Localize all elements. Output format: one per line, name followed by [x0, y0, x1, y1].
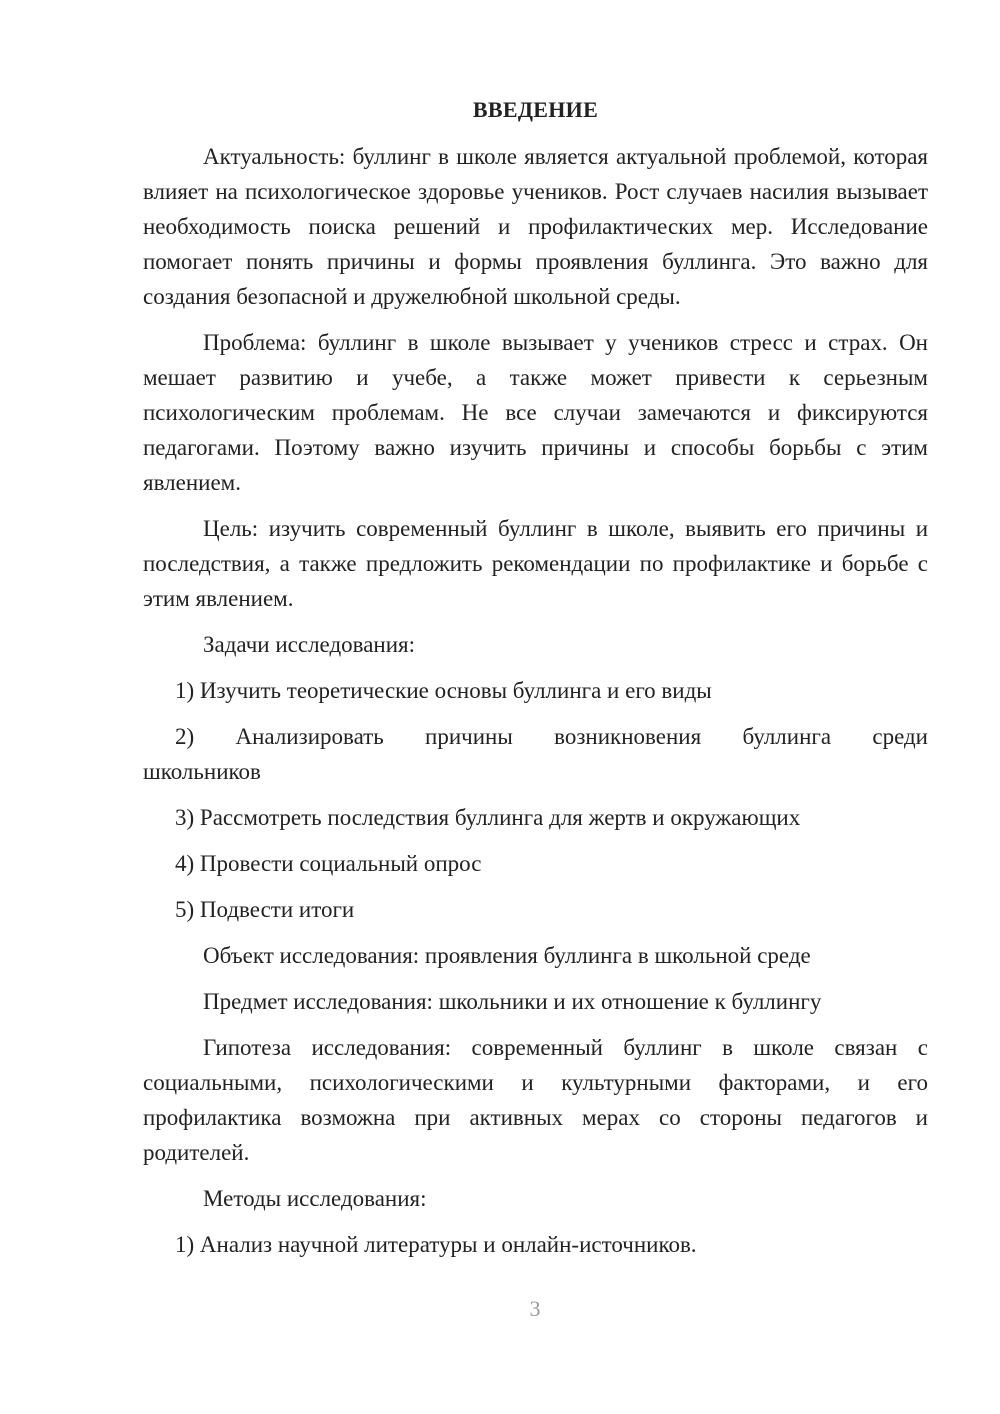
task-item-2-continuation: школьников [143, 759, 261, 784]
methods-heading: Методы исследования: [203, 1186, 427, 1211]
research-subject: Предмет исследования: школьники и их отношение к буллингу [203, 989, 822, 1014]
task-item-4: 4) Провести социальный опрос [175, 851, 482, 876]
method-item-1: 1) Анализ научной литературы и онлайн-источников. [175, 1232, 697, 1257]
relevance-paragraph: Актуальность: буллинг в школе является актуальной проблемой, которая влияет на психологическое здоровье учеников. Рост случаев насилия вызывает необходимость поиска решений и профилактических мер. Исследование помогает понять причины и формы проявления буллинга. Это важно для создания безопасной и дружелюбной школьной среды. [143, 144, 928, 309]
section-title: ВВЕДЕНИЕ [472, 97, 599, 122]
document-page [143, 92, 928, 1273]
hypothesis-paragraph: Гипотеза исследования: современный буллинг в школе связан с социальными, психологическими и культурными факторами, и его профилактика возможна при активных мерах со стороны педагогов и родителей. [143, 1035, 928, 1165]
task-item-5: 5) Подвести итоги [175, 897, 355, 922]
task-item-1: 1) Изучить теоретические основы буллинга и его виды [175, 678, 712, 703]
goal-paragraph: Цель: изучить современный буллинг в школе, выявить его причины и последствия, а также предложить рекомендации по профилактике и борьбе с этим явлением. [143, 516, 928, 611]
task-item-3: 3) Рассмотреть последствия буллинга для жертв и окружающих [175, 805, 801, 830]
tasks-heading: Задачи исследования: [203, 632, 416, 657]
research-object: Объект исследования: проявления буллинга в школьной среде [203, 943, 811, 968]
task-item-2: 2) Анализировать причины возникновения буллинга среди [175, 724, 928, 749]
problem-paragraph: Проблема: буллинг в школе вызывает у учеников стресс и страх. Он мешает развитию и учебе, а также может привести к серьезным психологическим проблемам. Не все случаи замечаются и фиксируются педагогами. Поэтому важно изучить причины и способы борьбы с этим явлением. [143, 330, 928, 495]
page-number: 3 [529, 1296, 541, 1321]
